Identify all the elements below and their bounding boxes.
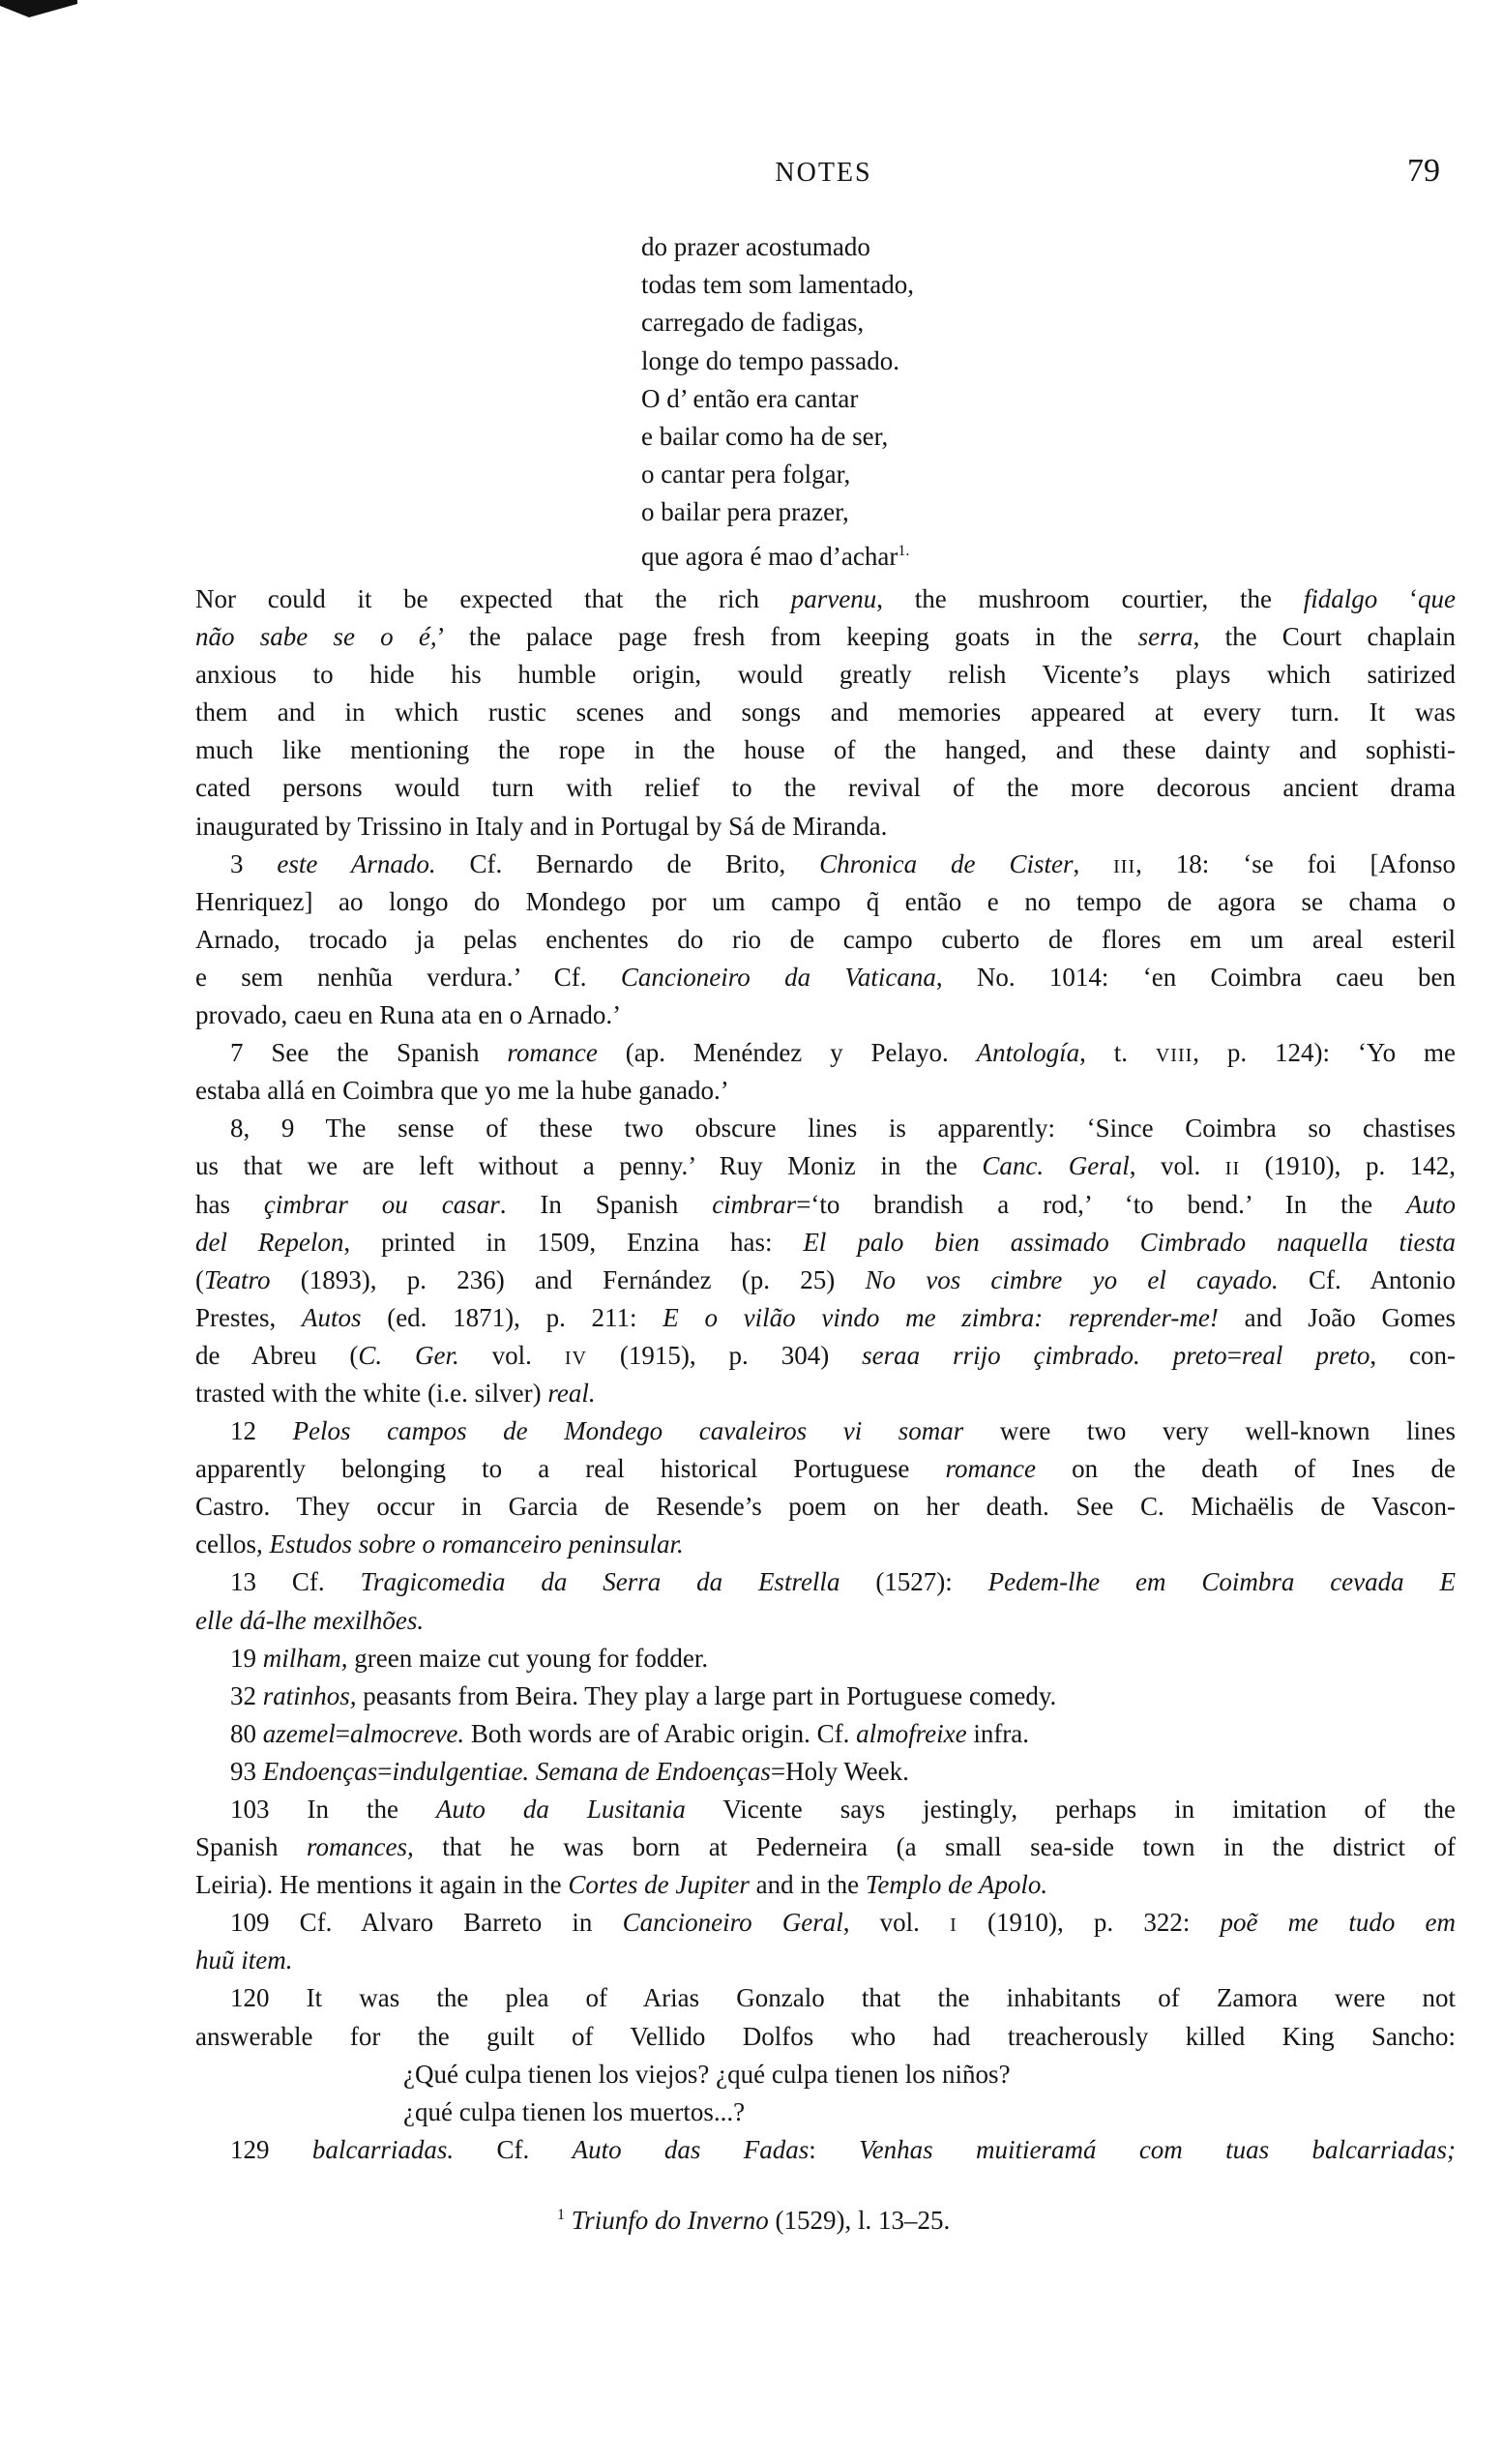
italic-text: romance — [945, 1454, 1036, 1484]
text-run: (ap. Menéndez y Pelayo. — [597, 1038, 977, 1068]
page-number: 79 — [1407, 153, 1440, 189]
text-line — [195, 1072, 1456, 1110]
text-line — [195, 808, 1456, 846]
text-run: =Holy Week. — [770, 1756, 909, 1786]
italic-text: real. — [547, 1378, 596, 1408]
verse-line — [641, 342, 914, 380]
text-run: = — [335, 1718, 350, 1748]
text-run: much like mentioning the rope in the house of the hanged, and these dainty and sophisti- — [195, 735, 1456, 765]
note-entry — [195, 1110, 1456, 1412]
text-run: , printed in 1509, Enzina has: — [343, 1227, 804, 1257]
italic-text: que — [1418, 584, 1456, 613]
text-run: on the death of Ines de — [1036, 1454, 1456, 1484]
italic-text: E o vilão vindo me zimbra: reprender-me! — [663, 1302, 1219, 1332]
text-run: and João Gomes — [1218, 1302, 1456, 1332]
text-run: , — [1073, 848, 1114, 878]
italic-text: Chronica de Cister — [819, 848, 1074, 878]
text-run: inaugurated by Trissino in Italy and in Portugal by Sá de Miranda. — [195, 811, 888, 841]
text-run: (1910), p. 142, — [1240, 1151, 1456, 1181]
text-run: 103 In the — [230, 1795, 436, 1824]
text-run: , the mushroom courtier, the — [876, 584, 1304, 613]
text-run: , t. — [1079, 1038, 1156, 1068]
italic-text: indulgentiae. Semana de Endoenças — [392, 1756, 771, 1786]
text-line — [195, 996, 1456, 1034]
italic-text: Auto das Fadas — [572, 2134, 810, 2164]
text-line — [195, 959, 1456, 996]
text-line — [195, 883, 1456, 921]
verse-line-text: longe do tempo passado. — [641, 345, 899, 375]
italic-text: Pedem-lhe em Coimbra cevada E — [987, 1567, 1457, 1597]
text-line — [195, 1299, 1456, 1337]
verse-line — [641, 266, 914, 304]
italic-text: este Arnado. — [277, 848, 436, 878]
text-line — [195, 1828, 1456, 1866]
note-entry — [195, 1034, 1456, 1110]
text-run: us that we are left without a penny.’ Ruy Moniz in the — [195, 1151, 983, 1181]
italic-text: Cancioneiro Geral — [622, 1908, 843, 1938]
footnote-title: Triunfo do Inverno — [571, 2206, 769, 2235]
text-line — [195, 1753, 1456, 1791]
text-line — [195, 1110, 1456, 1147]
italic-text: çimbrar ou casar — [263, 1189, 500, 1219]
text-line — [195, 1186, 1456, 1224]
text-line — [195, 2131, 1456, 2169]
text-run — [1140, 1341, 1173, 1370]
text-run: (1910), p. 322: — [957, 1908, 1221, 1938]
italic-text: fidalgo — [1303, 584, 1378, 613]
roman-numeral: I — [950, 1915, 957, 1937]
note-entry — [195, 1715, 1456, 1753]
note-entry — [195, 846, 1456, 1034]
text-run: Nor could it be expected that the rich — [195, 584, 791, 613]
italic-text: Endoenças — [262, 1756, 378, 1786]
text-run: 3 — [230, 848, 278, 878]
text-run: Arnado, trocado ja pelas enchentes do rio de campo cuberto de flores em um areal esteril — [195, 924, 1456, 954]
italic-text: Autos — [301, 1302, 362, 1332]
text-run: anxious to hide his humble origin, would greatly relish Vicente’s plays which satirized — [195, 660, 1456, 690]
text-run: ’ the palace page fresh from keeping goats in the — [436, 622, 1138, 652]
text-line — [195, 1563, 1456, 1601]
text-run: and in the — [749, 1870, 866, 1900]
text-run: were two very well-known lines — [963, 1416, 1457, 1446]
text-line — [195, 580, 1456, 618]
text-line — [195, 1337, 1456, 1375]
italic-text: romances, — [307, 1832, 414, 1862]
text-run: ¿Qué culpa tienen los viejos? ¿qué culpa tienen los niños? — [403, 2059, 1011, 2089]
text-line — [195, 694, 1456, 731]
text-line — [195, 1450, 1456, 1488]
italic-text: almocreve. — [349, 1718, 465, 1748]
verse-line — [641, 418, 914, 456]
italic-text: Templo de Apolo. — [865, 1870, 1048, 1900]
verse-line — [641, 493, 914, 531]
text-run: has — [195, 1189, 264, 1219]
text-run: 93 — [230, 1756, 263, 1786]
text-run: ( — [195, 1264, 204, 1294]
italic-text: huũ item. — [195, 1945, 293, 1975]
text-run: 120 It was the plea of Arias Gonzalo that the inhabitants of Zamora were not — [230, 1983, 1456, 2013]
notes-body — [195, 580, 1456, 2169]
scan-corner-mark — [0, 0, 77, 19]
text-line — [195, 1488, 1456, 1526]
italic-text: ratinhos, — [262, 1680, 357, 1710]
text-run: 8, 9 The sense of these two obscure lines is apparently: ‘Since Coimbra so chastises — [230, 1113, 1456, 1143]
italic-text: serra — [1137, 622, 1193, 652]
italic-text: milham, — [262, 1643, 348, 1673]
text-line — [195, 1412, 1456, 1450]
verse-line — [641, 532, 914, 570]
text-line — [195, 1942, 1456, 1979]
roman-numeral: IV — [564, 1347, 587, 1369]
note-entry — [195, 1563, 1456, 1639]
text-line — [195, 921, 1456, 959]
italic-text: real preto — [1241, 1340, 1370, 1370]
note-entry — [195, 1412, 1456, 1563]
roman-numeral: II — [1224, 1158, 1241, 1180]
text-run: = — [1226, 1340, 1242, 1370]
italic-text: parvenu — [790, 584, 877, 613]
text-run: Vicente says jestingly, perhaps in imitation of the — [685, 1795, 1456, 1824]
text-line — [195, 618, 1456, 656]
footnote-reference: 1. — [898, 542, 910, 559]
verse-line-text: todas tem som lamentado, — [641, 270, 914, 300]
note-entry — [195, 1753, 1456, 1791]
italic-text: del Repelon — [195, 1227, 344, 1257]
text-run: ‘ — [1377, 584, 1418, 613]
italic-text: Cancioneiro da Vaticana — [620, 962, 936, 992]
text-run: provado, caeu en Runa ata en o Arnado.’ — [195, 1000, 622, 1030]
text-run: green maize cut young for fodder. — [347, 1643, 709, 1673]
italic-text: C. Ger. — [358, 1340, 459, 1370]
text-line — [195, 2018, 1456, 2056]
text-run: 109 Cf. Alvaro Barreto in — [230, 1908, 623, 1938]
text-run: =‘to brandish a rod,’ ‘to bend.’ In the — [796, 1189, 1407, 1219]
italic-text: Auto — [1406, 1189, 1457, 1219]
text-line — [195, 1866, 1456, 1904]
text-run: , p. 124): ‘Yo me — [1193, 1038, 1457, 1068]
text-run: , vol. — [842, 1908, 951, 1938]
italic-text: Pelos campos de Mondego cavaleiros vi somar — [292, 1416, 964, 1446]
roman-numeral: III — [1113, 855, 1136, 877]
text-run: 12 — [230, 1416, 293, 1446]
text-run: (ed. 1871), p. 211: — [361, 1302, 663, 1332]
text-run: Cf. Bernardo de Brito, — [435, 848, 820, 878]
text-run: ¿qué culpa tienen los muertos...? — [403, 2096, 746, 2126]
text-run: estaba allá en Coimbra que yo me la hube ganado.’ — [195, 1076, 729, 1106]
italic-text: romance — [507, 1038, 598, 1068]
italic-text: preto — [1172, 1340, 1227, 1370]
text-line — [195, 769, 1456, 807]
italic-text: Canc. Geral — [982, 1151, 1130, 1181]
text-run: Both words are of Arabic origin. Cf. — [464, 1718, 857, 1748]
text-run: 7 See the Spanish — [230, 1038, 508, 1068]
italic-text: não sabe se o é, — [195, 622, 437, 652]
text-run: , the Court chaplain — [1193, 622, 1456, 652]
text-run: e sem nenhũa verdura.’ Cf. — [195, 962, 621, 992]
text-run: 19 — [230, 1643, 263, 1673]
text-line — [195, 1034, 1456, 1072]
italic-text: seraa rrijo çimbrado. — [862, 1340, 1140, 1370]
note-entry — [195, 1791, 1456, 1904]
text-line — [195, 1677, 1456, 1715]
italic-text: elle dá-lhe mexilhões. — [195, 1605, 425, 1635]
roman-numeral: VIII — [1155, 1045, 1193, 1067]
text-run: = — [377, 1756, 393, 1786]
text-run: Spanish — [195, 1832, 308, 1862]
text-line — [195, 1791, 1456, 1828]
note-entry — [195, 2131, 1456, 2169]
text-run: , vol. — [1129, 1151, 1225, 1181]
text-run: trasted with the white (i.e. silver) — [195, 1378, 548, 1408]
text-line — [195, 731, 1456, 769]
text-run: , con- — [1369, 1340, 1456, 1370]
text-run: Cf. — [454, 2134, 573, 2164]
footnote-text: (1529), l. 13–25. — [768, 2206, 951, 2235]
verse-line-text: o bailar pera prazer, — [641, 497, 849, 527]
text-line — [195, 1147, 1456, 1185]
verse-line — [641, 456, 914, 493]
text-run: them and in which rustic scenes and songs and memories appeared at every turn. It was — [195, 698, 1456, 727]
italic-text: No vos cimbre yo el cayado. — [865, 1264, 1279, 1294]
verse-line-text: que agora é mao d’achar — [641, 541, 898, 571]
text-run: de Abreu ( — [195, 1340, 359, 1370]
text-run: vol. — [458, 1340, 565, 1370]
italic-text: balcarriadas. — [311, 2134, 455, 2164]
italic-text: Auto da Lusitania — [435, 1795, 686, 1824]
running-header-title: NOTES — [775, 158, 872, 188]
text-line — [195, 1640, 1456, 1677]
footnote-mark: 1 — [557, 2207, 565, 2223]
verse-line-text: carregado de fadigas, — [641, 308, 865, 338]
quoted-verse-line — [195, 2093, 1456, 2131]
note-entry — [195, 1979, 1456, 2130]
text-line — [195, 846, 1456, 883]
text-line — [195, 1224, 1456, 1262]
text-run: 129 — [230, 2134, 312, 2164]
text-run: Cf. Antonio — [1278, 1264, 1456, 1294]
text-run: peasants from Beira. They play a large part in Portuguese comedy. — [356, 1680, 1057, 1710]
italic-text: Teatro — [204, 1264, 271, 1294]
text-line — [195, 1715, 1456, 1753]
text-line — [195, 1904, 1456, 1942]
text-run: Leiria). He mentions it again in the — [195, 1870, 569, 1900]
italic-text: Venhas muitieramá com tuas balcarriadas; — [859, 2134, 1457, 2164]
verse-line-text: do prazer acostumado — [641, 232, 870, 261]
italic-text: Tragicomedia da Serra da Estrella — [360, 1567, 840, 1597]
italic-text: azemel — [262, 1718, 336, 1748]
text-run: Henriquez] ao longo do Mondego por um campo q̃ então e no tempo de agora se chama o — [195, 886, 1456, 916]
text-run: , No. 1014: ‘en Coimbra caeu ben — [935, 962, 1456, 992]
italic-text: Antología — [976, 1038, 1080, 1068]
note-entry — [195, 1640, 1456, 1677]
italic-text: poẽ me tudo em — [1220, 1908, 1456, 1938]
text-run: (1527): — [839, 1567, 988, 1597]
text-run: (1893), p. 236) and Fernández (p. 25) — [270, 1264, 866, 1294]
text-run: cellos, — [195, 1529, 270, 1559]
text-line — [195, 656, 1456, 694]
italic-text: Estudos sobre o romanceiro peninsular. — [269, 1529, 684, 1559]
text-run: 13 Cf. — [230, 1567, 361, 1597]
verse-line-text: o cantar pera folgar, — [641, 460, 851, 490]
text-run: . In Spanish — [499, 1189, 713, 1219]
text-run: that he was born at Pederneira (a small sea-side town in the district of — [413, 1832, 1456, 1862]
note-entry — [195, 1677, 1456, 1715]
text-line — [195, 1979, 1456, 2017]
text-run: cated persons would turn with relief to the revival of the more decorous ancient drama — [195, 773, 1456, 803]
text-run: (1915), p. 304) — [586, 1340, 863, 1370]
text-run: : — [809, 2134, 860, 2164]
text-line — [195, 1526, 1456, 1563]
text-run: answerable for the guilt of Vellido Dolfos who had treacherously killed King Sancho: — [195, 2021, 1456, 2051]
text-run: , 18: ‘se foi [Afonso — [1135, 848, 1457, 878]
verse-line — [641, 380, 914, 418]
verse-line — [641, 228, 914, 266]
verse-line-text: e bailar como ha de ser, — [641, 421, 889, 451]
text-run: Castro. They occur in Garcia de Resende’s poem on her death. See C. Michaëlis de Vascon- — [195, 1492, 1456, 1522]
italic-text: Cortes de Jupiter — [568, 1870, 750, 1900]
text-run: apparently belonging to a real historical Portuguese — [195, 1454, 946, 1484]
italic-text: El palo bien assimado Cimbrado naquella tiesta — [803, 1227, 1457, 1257]
intro-paragraph — [195, 580, 1456, 846]
quoted-verse-line — [195, 2056, 1456, 2093]
verse-line — [641, 304, 914, 341]
italic-text: almofreixe — [856, 1718, 967, 1748]
text-run: 80 — [230, 1718, 263, 1748]
text-run: Prestes, — [195, 1302, 302, 1332]
text-line — [195, 1602, 1456, 1640]
text-run: infra. — [966, 1718, 1030, 1748]
text-line — [195, 1262, 1456, 1299]
text-run: 32 — [230, 1680, 263, 1710]
footnote — [557, 2196, 950, 2240]
verse-line-text: O d’ então era cantar — [641, 383, 859, 413]
text-line — [195, 1375, 1456, 1412]
verse-quotation — [641, 228, 914, 570]
italic-text: cimbrar — [712, 1189, 797, 1219]
note-entry — [195, 1904, 1456, 1979]
